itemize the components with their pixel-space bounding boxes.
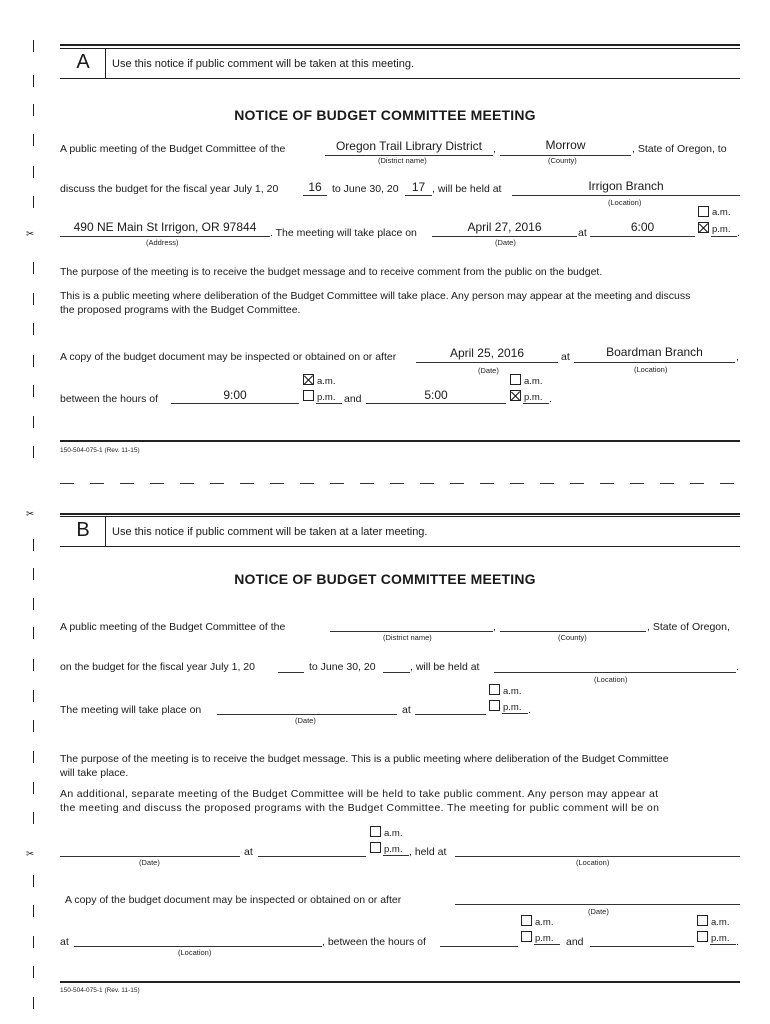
b-copy-at-label: at <box>60 936 69 948</box>
margin-bar <box>33 997 34 1009</box>
hours-end-field[interactable]: 5:00 <box>424 388 448 402</box>
deliberation-text-line1: This is a public meeting where deliberation of the Budget Committee will take place. Any person may appear at the meeting and discuss <box>60 290 691 302</box>
pm-checkbox[interactable] <box>698 222 709 233</box>
line2-mid: to June 30, 20 <box>332 183 399 195</box>
address-caption: (Address) <box>146 238 179 247</box>
b-start-pm-checkbox[interactable] <box>521 931 532 942</box>
margin-bar <box>33 936 34 948</box>
b-comment-date-caption: (Date) <box>139 858 160 867</box>
b-am-label: a.m. <box>503 686 522 697</box>
b-start-pm-label: p.m. <box>535 933 554 944</box>
fiscal-year-end-field[interactable]: 17 <box>411 180 426 194</box>
margin-bar <box>33 751 34 763</box>
line1-prefix: A public meeting of the Budget Committee of the <box>60 143 286 155</box>
margin-bar <box>33 659 34 671</box>
margin-bar <box>33 966 34 978</box>
scissors-icon: ✂ <box>26 229 35 240</box>
period: . <box>736 661 739 673</box>
b-copy-prefix: A copy of the budget document may be inspected or obtained on or after <box>65 894 402 906</box>
b-copy-location-caption: (Location) <box>178 948 212 957</box>
b-date-caption: (Date) <box>295 716 316 725</box>
margin-bar <box>33 627 34 639</box>
b-am-checkbox[interactable] <box>489 684 500 695</box>
end-am-label: a.m. <box>524 376 543 387</box>
b-held-at: , held at <box>409 846 447 858</box>
margin-bar <box>33 812 34 824</box>
pm-label: p.m. <box>712 224 731 235</box>
start-pm-label: p.m. <box>317 392 336 403</box>
copy-prefix: A copy of the budget document may be inspected or obtained on or after <box>60 351 397 363</box>
b-end-am-label: a.m. <box>711 917 730 928</box>
district-caption: (District name) <box>378 156 427 165</box>
period: . <box>736 936 739 948</box>
margin-bar <box>33 166 34 178</box>
b-comment-location-caption: (Location) <box>576 858 610 867</box>
address-field[interactable]: 490 NE Main St Irrigon, OR 97844 <box>73 220 257 234</box>
line2-prefix: discuss the budget for the fiscal year July 1, 20 <box>60 183 279 195</box>
b-comment-at-label: at <box>244 846 253 858</box>
county-caption: (County) <box>548 156 577 165</box>
end-pm-label: p.m. <box>524 392 543 403</box>
margin-bar <box>33 539 34 551</box>
scissors-icon: ✂ <box>26 509 35 520</box>
b-and-label: and <box>566 936 584 948</box>
period: . <box>549 393 552 405</box>
period: . <box>528 704 531 716</box>
comma: , <box>493 621 496 633</box>
location-caption: (Location) <box>608 198 642 207</box>
start-am-label: a.m. <box>317 376 336 387</box>
margin-bar <box>33 416 34 428</box>
margin-bar <box>33 75 34 87</box>
county-field[interactable]: Morrow <box>545 138 586 152</box>
b-comment-pm-label: p.m. <box>384 844 403 855</box>
scissors-icon: ✂ <box>26 849 35 860</box>
start-pm-checkbox[interactable] <box>303 390 314 401</box>
meeting-date-field[interactable]: April 27, 2016 <box>467 220 542 234</box>
margin-bar <box>33 40 34 52</box>
b-comment-am-label: a.m. <box>384 828 403 839</box>
b-additional-line2: the meeting and discuss the proposed programs with the Budget Committee. The meeting for public comment will be on <box>60 802 660 814</box>
and-label: and <box>344 393 362 405</box>
end-pm-checkbox[interactable] <box>510 390 521 401</box>
b-county-caption: (County) <box>558 633 587 642</box>
line2-suffix: , will be held at <box>432 183 502 195</box>
line1-suffix: , State of Oregon, to <box>632 143 727 155</box>
copy-date-field[interactable]: April 25, 2016 <box>449 346 525 360</box>
form-number-b: 150-504-075-1 (Rev. 11-15) <box>60 987 140 994</box>
margin-bar <box>33 355 34 367</box>
form-number-a: 150-504-075-1 (Rev. 11-15) <box>60 447 140 454</box>
b-purpose-line2: will take place. <box>60 767 129 779</box>
deliberation-text-line2: the proposed programs with the Budget Committee. <box>60 304 301 316</box>
purpose-text: The purpose of the meeting is to receive the budget message and to receive comment from the public on the budget. <box>60 266 603 278</box>
margin-bar <box>33 262 34 274</box>
b-line1-suffix: , State of Oregon, <box>647 621 730 633</box>
b-comment-pm-checkbox[interactable] <box>370 842 381 853</box>
b-pm-label: p.m. <box>503 702 522 713</box>
b-purpose-line1: The purpose of the meeting is to receive the budget message. This is a public meeting where deliberation of the Budget Committee <box>60 753 669 765</box>
b-line2-suffix: , will be held at <box>410 661 480 673</box>
b-at-label: at <box>402 704 411 716</box>
margin-bar <box>33 690 34 702</box>
margin-bar <box>33 782 34 794</box>
am-label: a.m. <box>712 207 731 218</box>
b-start-am-checkbox[interactable] <box>521 915 532 926</box>
margin-bar <box>33 720 34 732</box>
b-line1-prefix: A public meeting of the Budget Committee of the <box>60 621 286 633</box>
b-end-pm-label: p.m. <box>711 933 730 944</box>
instruction-a: Use this notice if public comment will be taken at this meeting. <box>112 58 415 70</box>
margin-bar <box>33 446 34 458</box>
b-line2-mid: to June 30, 20 <box>309 661 376 673</box>
meeting-time-field[interactable]: 6:00 <box>630 220 655 234</box>
comma: , <box>736 351 739 363</box>
b-location-caption: (Location) <box>594 675 628 684</box>
b-end-pm-checkbox[interactable] <box>697 931 708 942</box>
copy-location-field[interactable]: Boardman Branch <box>606 345 703 359</box>
b-hours-prefix: , between the hours of <box>322 936 426 948</box>
b-pm-checkbox[interactable] <box>489 700 500 711</box>
b-line2-prefix: on the budget for the fiscal year July 1, 20 <box>60 661 255 673</box>
b-end-am-checkbox[interactable] <box>697 915 708 926</box>
comma: , <box>493 143 496 155</box>
b-comment-am-checkbox[interactable] <box>370 826 381 837</box>
copy-location-caption: (Location) <box>634 365 668 374</box>
section-letter-a: A <box>76 51 90 73</box>
page-title-a: NOTICE OF BUDGET COMMITTEE MEETING <box>234 107 536 123</box>
margin-bar <box>33 385 34 397</box>
start-am-checkbox[interactable] <box>303 374 314 385</box>
district-name-field[interactable]: Oregon Trail Library District <box>335 139 483 153</box>
instruction-b: Use this notice if public comment will be taken at a later meeting. <box>112 526 428 538</box>
fiscal-year-start-field[interactable]: 16 <box>308 180 322 194</box>
b-district-caption: (District name) <box>383 633 432 642</box>
end-am-checkbox[interactable] <box>510 374 521 385</box>
margin-bar <box>33 875 34 887</box>
am-checkbox[interactable] <box>698 206 709 217</box>
line3-mid: . The meeting will take place on <box>270 227 417 239</box>
period: . <box>737 227 740 239</box>
margin-bar <box>33 598 34 610</box>
b-start-am-label: a.m. <box>535 917 554 928</box>
b-additional-line1: An additional, separate meeting of the Budget Committee will be held to take public comment. Any person may appear at <box>60 788 659 800</box>
section-letter-b: B <box>76 519 90 541</box>
margin-bar <box>33 134 34 146</box>
margin-bar <box>33 323 34 335</box>
date-caption: (Date) <box>495 238 516 247</box>
copy-at-label: at <box>561 351 570 363</box>
hours-prefix: between the hours of <box>60 393 159 405</box>
margin-bar <box>33 905 34 917</box>
meeting-location-field[interactable]: Irrigon Branch <box>588 179 664 193</box>
margin-bar <box>33 293 34 305</box>
hours-start-field[interactable]: 9:00 <box>223 388 247 402</box>
margin-bar <box>33 196 34 208</box>
b-meeting-prefix: The meeting will take place on <box>60 704 202 716</box>
at-label: at <box>578 227 587 239</box>
b-copy-date-caption: (Date) <box>588 907 609 916</box>
page-title-b: NOTICE OF BUDGET COMMITTEE MEETING <box>234 571 536 587</box>
copy-date-caption: (Date) <box>478 366 499 375</box>
